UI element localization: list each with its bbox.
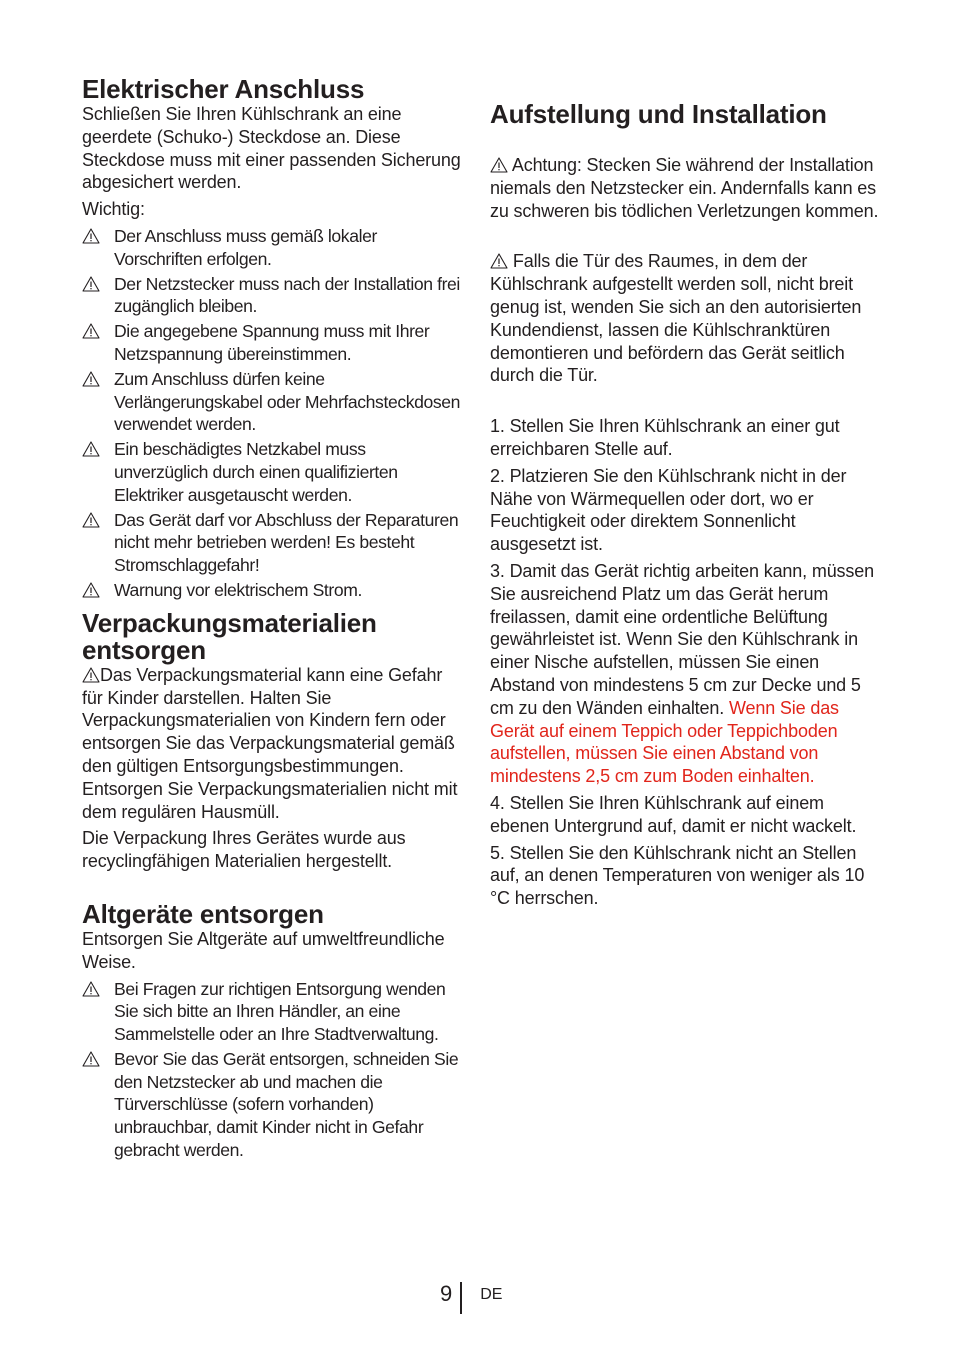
warning-item bbox=[82, 1048, 462, 1162]
warning-text: Ein beschädigtes Netzkabel muss unverzüglich durch einen qualifizierten Elektriker ausgetauscht werden. bbox=[114, 439, 398, 505]
page-number: 9 bbox=[440, 1281, 453, 1306]
warning-triangle-icon bbox=[82, 276, 100, 292]
heading-packaging-line2: entsorgen bbox=[82, 634, 206, 665]
right-column bbox=[490, 101, 882, 914]
step-3-highlight: Wenn Sie das Gerät auf einem Teppich oder Teppichboden aufstellen, müssen Sie einen Abstand von mindestens 2,5 cm zum Boden einhalten. bbox=[490, 697, 839, 787]
warning-item bbox=[82, 273, 462, 319]
warning-item bbox=[82, 225, 462, 271]
warning-triangle-icon bbox=[490, 157, 508, 173]
warning-item bbox=[82, 368, 462, 436]
warning-text: Der Anschluss muss gemäß lokaler Vorschriften erfolgen. bbox=[114, 225, 377, 269]
warning-text: Bei Fragen zur richtigen Entsorgung wenden Sie sich bitte an Ihren Händler, an eine Sammelstelle oder an Ihre Stadtverwaltung. bbox=[114, 978, 446, 1045]
heading-packaging bbox=[82, 607, 462, 665]
warning-text: Zum Anschluss dürfen keine Verlängerungskabel oder Mehrfachsteckdosen verwendet werden. bbox=[114, 368, 461, 435]
warning-triangle-icon bbox=[82, 981, 100, 997]
step-4: 4. Stellen Sie Ihren Kühlschrank auf einem ebenen Untergrund auf, damit er nicht wackelt. bbox=[490, 792, 857, 836]
section-packaging bbox=[82, 607, 462, 873]
heading-electric: Elektrischer Anschluss bbox=[82, 74, 365, 104]
section-electric bbox=[82, 76, 462, 602]
warning-triangle-icon bbox=[82, 1051, 100, 1067]
installation-caution-text: Achtung: Stecken Sie während der Installation niemals den Netzstecker ein. Andernfalls kann es zu schweren bis tödlichen Verletzungen kommen. bbox=[490, 155, 879, 221]
step-3-text: 3. Damit das Gerät richtig arbeiten kann, müssen Sie ausreichend Platz um das Gerät herum freilassen, damit eine ordentliche Belüftung gewährleistet ist. Wenn Sie den Kühlschrank in einer Nische aufstellen, müssen Sie einen Abstand von mindestens 5 cm zur Decke und 5 cm zu den Wänden einhalten. bbox=[490, 560, 874, 718]
disposal-intro: Entsorgen Sie Altgeräte auf umweltfreundliche Weise. bbox=[82, 928, 445, 972]
step-2: 2. Platzieren Sie den Kühlschrank nicht in der Nähe von Wärmequellen oder dort, wo er Feuchtigkeit oder direktem Sonnenlicht ausgesetzt ist. bbox=[490, 465, 847, 555]
heading-packaging-line1: Verpackungsmaterialien bbox=[82, 607, 377, 638]
heading-disposal: Altgeräte entsorgen bbox=[82, 898, 324, 929]
installation-caution bbox=[490, 154, 882, 222]
warning-item bbox=[82, 978, 462, 1046]
disposal-warning-list bbox=[82, 978, 462, 1162]
heading-installation: Aufstellung und Installation bbox=[490, 99, 827, 129]
warning-text: Warnung vor elektrischem Strom. bbox=[114, 579, 363, 600]
electric-intro: Schließen Sie Ihren Kühlschrank an eine geerdete (Schuko-) Steckdose an. Diese Steckdose muss mit einer passenden Sicherung abgesichert werden. bbox=[82, 104, 461, 193]
electric-important: Wichtig: bbox=[82, 199, 145, 220]
warning-triangle-icon bbox=[82, 228, 100, 244]
section-disposal bbox=[82, 898, 462, 1162]
warning-text: Der Netzstecker muss nach der Installation frei zugänglich bleiben. bbox=[114, 273, 460, 317]
warning-item bbox=[82, 320, 462, 366]
warning-triangle-icon bbox=[82, 323, 100, 339]
warning-item bbox=[82, 579, 462, 602]
page-footer bbox=[440, 1282, 502, 1314]
warning-triangle-icon bbox=[82, 667, 100, 683]
packaging-recycling: Die Verpackung Ihres Gerätes wurde aus recyclingfähigen Materialien hergestellt. bbox=[82, 828, 406, 872]
warning-triangle-icon bbox=[82, 441, 100, 457]
warning-item bbox=[82, 438, 462, 506]
step-5: 5. Stellen Sie den Kühlschrank nicht an Stellen auf, an denen Temperaturen von weniger als 10 °C herrschen. bbox=[490, 842, 865, 909]
warning-text: Die angegebene Spannung muss mit Ihrer Netzspannung übereinstimmen. bbox=[114, 321, 430, 364]
warning-triangle-icon bbox=[82, 371, 100, 387]
warning-triangle-icon bbox=[490, 253, 508, 269]
language-code: DE bbox=[480, 1286, 503, 1303]
warning-triangle-icon bbox=[82, 582, 100, 598]
warning-text: Bevor Sie das Gerät entsorgen, schneiden Sie den Netzstecker ab und machen die Türverschlüsse (sofern vorhanden) unbrauchbar, damit Kinder nicht in Gefahr gebracht werden. bbox=[114, 1048, 459, 1161]
warning-text: Das Gerät darf vor Abschluss der Reparaturen nicht mehr betrieben werden! Es besteht Stromschlaggefahr! bbox=[114, 509, 459, 576]
installation-door-note-text: Falls die Tür des Raumes, in dem der Kühlschrank aufgestellt werden soll, nicht breit genug ist, wenden Sie sich an den autorisierten Kundendienst, lassen die Kühlschranktüren demontieren und befördern das Gerät seitlich durch die Tür. bbox=[490, 251, 862, 386]
packaging-warning-text: Das Verpackungsmaterial kann eine Gefahr für Kinder darstellen. Halten Sie Verpackungsmaterialien von Kindern fern oder entsorgen Sie das Verpackungsmaterial gemäß den gültigen Entsorgungsbestimmungen. Entsorgen Sie Verpackungsmaterialien nicht mit dem regulären Hausmüll. bbox=[82, 664, 458, 822]
step-1: 1. Stellen Sie Ihren Kühlschrank an einer gut erreichbaren Stelle auf. bbox=[490, 416, 840, 459]
installation-door-note bbox=[490, 250, 882, 387]
warning-triangle-icon bbox=[82, 512, 100, 528]
packaging-warning bbox=[82, 664, 462, 824]
electric-warning-list bbox=[82, 225, 462, 602]
left-column bbox=[82, 76, 462, 1164]
warning-item bbox=[82, 509, 462, 577]
step-3 bbox=[490, 560, 882, 788]
